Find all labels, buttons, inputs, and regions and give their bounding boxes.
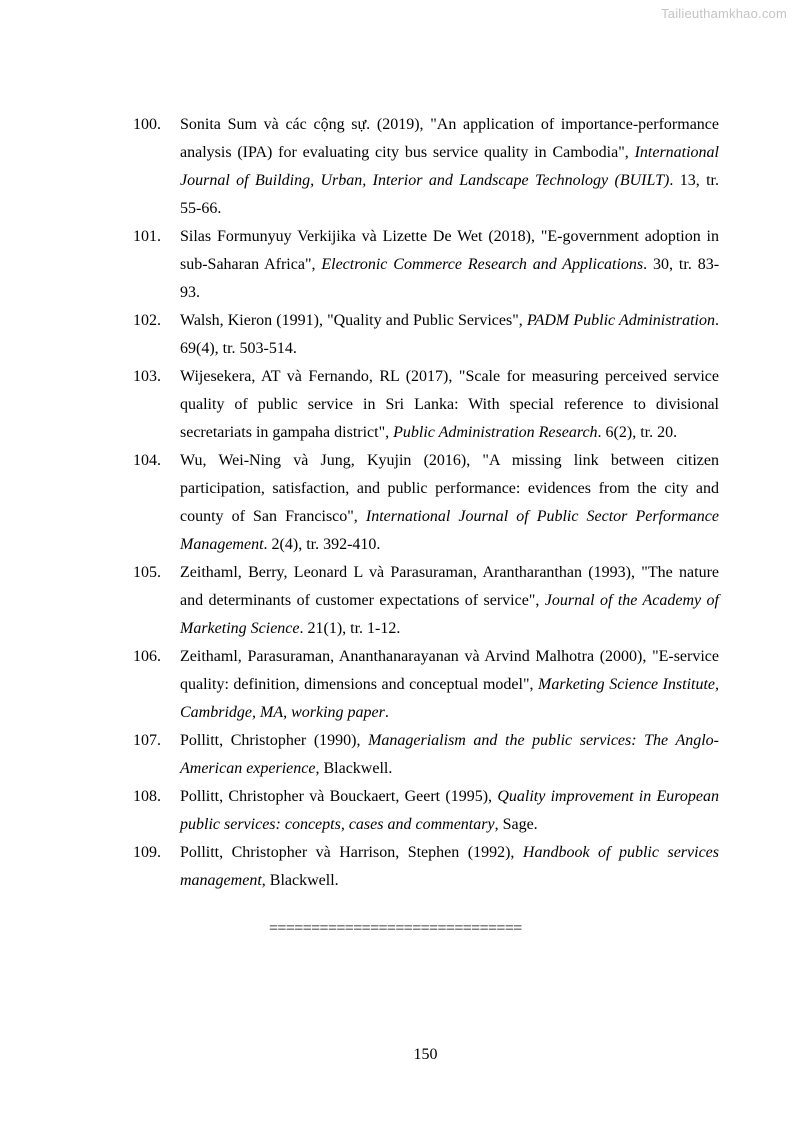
reference-source: Electronic Commerce Research and Applications xyxy=(321,256,644,273)
reference-item xyxy=(133,727,719,783)
reference-number: 100. xyxy=(133,116,161,133)
reference-number: 105. xyxy=(133,564,161,581)
page-number: 150 xyxy=(413,1046,438,1063)
reference-source: International Journal of Building, Urban, Interior and Landscape Technology (BUILT) xyxy=(180,144,719,189)
reference-citation: Pollitt, Christopher và Bouckaert, Geert (1995), xyxy=(180,788,498,805)
reference-number: 103. xyxy=(133,368,161,385)
reference-details: , Blackwell. xyxy=(261,872,339,889)
reference-details: . 6(2), tr. 20. xyxy=(597,424,678,441)
reference-citation: Sonita Sum và các cộng sự. (2019), "An application of importance-performance analysis (IPA) for evaluating city bus service quality in Cambodia", xyxy=(180,116,719,161)
reference-number: 109. xyxy=(133,844,161,861)
reference-item xyxy=(133,559,719,643)
reference-item xyxy=(133,839,719,895)
reference-details: , Sage. xyxy=(494,816,538,833)
reference-citation: Zeithaml, Parasuraman, Ananthanarayanan và Arvind Malhotra (2000), "E-service quality: definition, dimensions and conceptual model", xyxy=(180,648,719,693)
reference-details: . 30, tr. 83-93. xyxy=(180,256,720,301)
reference-number: 101. xyxy=(133,228,161,245)
reference-item xyxy=(133,643,719,727)
reference-number: 107. xyxy=(133,732,161,749)
reference-number: 104. xyxy=(133,452,161,469)
reference-source: Marketing Science Institute, Cambridge, MA, working paper xyxy=(180,676,720,721)
reference-citation: Silas Formunyuy Verkijika và Lizette De Wet (2018), "E-government adoption in sub-Saharan Africa", xyxy=(180,228,719,273)
reference-citation: Walsh, Kieron (1991), "Quality and Public Services", xyxy=(180,312,527,329)
reference-details: , Blackwell. xyxy=(315,760,393,777)
reference-source: International Journal of Public Sector Performance Management xyxy=(180,508,719,553)
reference-details: . 2(4), tr. 392-410. xyxy=(263,536,381,553)
reference-source: Public Administration Research xyxy=(393,424,598,441)
reference-item xyxy=(133,447,719,559)
reference-item xyxy=(133,307,719,363)
reference-book-title: Managerialism and the public services: The Anglo-American experience xyxy=(180,732,719,777)
reference-number: 106. xyxy=(133,648,161,665)
reference-item xyxy=(133,363,719,447)
reference-item xyxy=(133,111,719,223)
reference-details: . 13, tr. 55-66. xyxy=(180,172,720,217)
reference-item xyxy=(133,783,719,839)
reference-source: Journal of the Academy of Marketing Science xyxy=(180,592,719,637)
reference-item xyxy=(133,223,719,307)
reference-book-title: Handbook of public services management xyxy=(180,844,720,889)
reference-citation: Pollitt, Christopher và Harrison, Stephen (1992), xyxy=(180,844,523,861)
reference-list xyxy=(133,111,719,895)
watermark: Tailieuthamkhao.com xyxy=(661,6,787,21)
reference-citation: Wijesekera, AT và Fernando, RL (2017), "Scale for measuring perceived service quality of public service in Sri Lanka: With special reference to divisional secretariats in gampaha district", xyxy=(180,368,719,441)
reference-number: 108. xyxy=(133,788,161,805)
reference-citation: Pollitt, Christopher (1990), xyxy=(180,732,369,749)
reference-book-title: Quality improvement in European public services: concepts, cases and commentary xyxy=(180,788,719,833)
reference-details: . 21(1), tr. 1-12. xyxy=(299,620,401,637)
reference-citation: Zeithaml, Berry, Leonard L và Parasuraman, Arantharanthan (1993), "The nature and determinants of customer expectations of service", xyxy=(180,564,719,609)
reference-number: 102. xyxy=(133,312,161,329)
reference-details: . 69(4), tr. 503-514. xyxy=(180,312,719,357)
reference-source: PADM Public Administration xyxy=(526,312,715,329)
reference-details: . xyxy=(384,704,389,721)
reference-citation: Wu, Wei-Ning và Jung, Kyujin (2016), "A missing link between citizen participation, satisfaction, and public performance: evidences from the city and county of San Francisco", xyxy=(180,452,719,525)
section-divider: ============================== xyxy=(269,920,522,937)
